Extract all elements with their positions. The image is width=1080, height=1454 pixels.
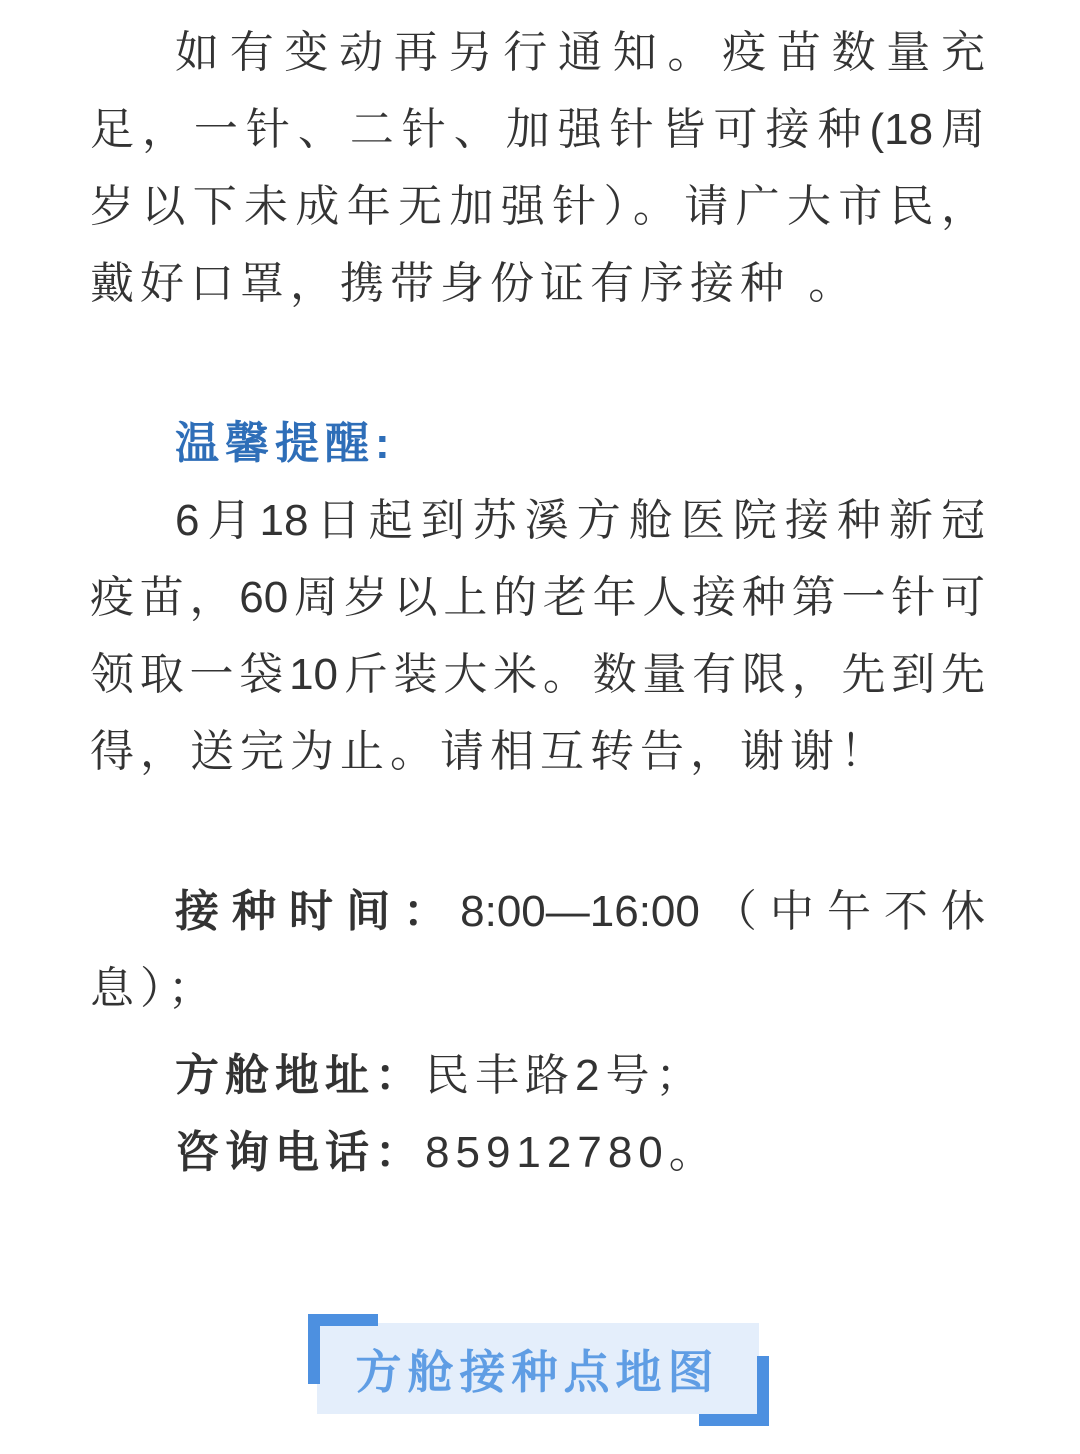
corner-bracket-top-left [308, 1314, 378, 1384]
reminder-heading: 温馨提醒: [175, 419, 396, 468]
reminder-line-1: 6月18日起到苏溪方舱医院接种新冠 [175, 496, 985, 545]
address-label: 方舱地址： [175, 1051, 425, 1100]
reminder-line-2: 疫苗，60周岁以上的老年人接种第一针可 [90, 573, 985, 622]
notice-paragraph [90, 14, 985, 322]
vaccination-time-line-1 [90, 873, 985, 950]
address-line [90, 1037, 985, 1114]
corner-bracket-bottom-right [699, 1356, 769, 1426]
notice-line-3: 岁以下未成年无加强针）。请广大市民， [90, 182, 985, 231]
reminder-line-3: 领取一袋10斤装大米。数量有限，先到先 [90, 650, 985, 699]
time-value: 8:00—16:00（中午不休 [460, 887, 985, 936]
reminder-line-4: 得，送完为止。请相互转告，谢谢！ [90, 727, 890, 776]
fangcang-map-button-label: 方舱接种点地图 [355, 1345, 720, 1398]
phone-label: 咨询电话： [175, 1128, 425, 1177]
vaccination-time-line-2: 息）； [90, 964, 218, 1013]
phone-value: 85912780。 [425, 1128, 719, 1177]
vaccination-time [90, 873, 985, 1027]
notice-line-2: 足，一针、二针、加强针皆可接种(18周 [90, 105, 985, 154]
time-label: 接种时间： [175, 887, 461, 936]
notice-line-4: 戴好口罩，携带身份证有序接种 。 [90, 259, 859, 308]
fangcang-map-button[interactable] [317, 1323, 759, 1414]
notice-line-1: 如有变动再另行通知。疫苗数量充 [175, 28, 985, 77]
address-value: 民丰路2号； [425, 1051, 706, 1100]
reminder-paragraph [90, 482, 985, 790]
phone-line [90, 1114, 985, 1191]
